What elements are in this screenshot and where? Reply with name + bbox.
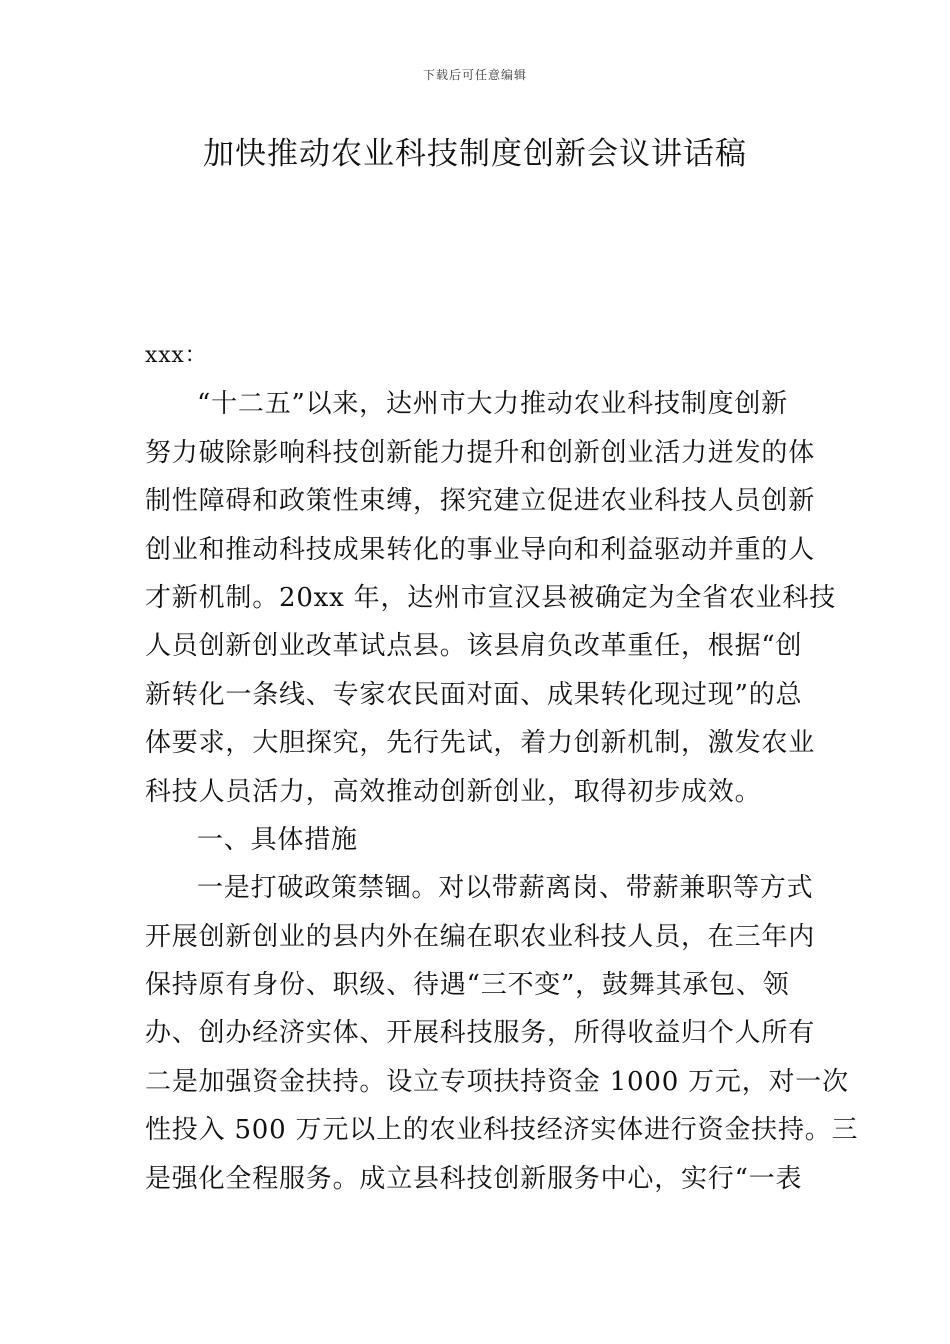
text-line: 是强化全程服务。成立县科技创新服务中心，实行“一表 [145,1163,803,1194]
text-line: 创业和推动科技成果转化的事业导向和利益驱动并重的人 [145,534,816,565]
text-line: 制性障碍和政策性束缚，探究建立促进农业科技人员创新 [145,486,816,517]
paragraph-intro [145,380,837,816]
text-line: 才新机制。20xx 年，达州市宣汉县被确定为全省农业科技 [145,582,837,613]
text-line: 二是加强资金扶持。设立专项扶持资金 1000 万元，对一次 [145,1066,849,1097]
text-line: “十二五”以来，达州市大力推动农业科技制度创新 [197,389,788,420]
text-line: 人员创新创业改革试点县。该县肩负改革重任，根据“创 [145,631,803,662]
text-line: 体要求，大胆探究，先行先试，着力创新机制，激发农业 [145,728,816,759]
text-line: 努力破除影响科技创新能力提升和创新创业活力迸发的体 [145,437,816,468]
document-body [145,332,859,1203]
paragraph-measures [145,864,859,1203]
section-heading [145,816,813,864]
text-line: 性投入 500 万元以上的农业科技经济实体进行资金扶持。三 [145,1115,859,1146]
page-header-note: 下载后可任意编辑 [422,68,527,82]
text-line: 开展创新创业的县内外在编在职农业科技人员，在三年内 [145,921,816,952]
salutation: xxx： [145,343,208,368]
text-line: 一是打破政策禁锢。对以带薪离岗、带薪兼职等方式 [197,873,814,904]
document-title: 加快推动农业科技制度创新会议讲话稿 [203,136,747,172]
text-line: 新转化一条线、专家农民面对面、成果转化现过现”的总 [145,679,803,710]
text-line: 办、创办经济实体、开展科技服务，所得收益归个人所有 [145,1018,816,1049]
text-line: 保持原有身份、职级、待遇“三不变”，鼓舞其承包、领 [145,970,790,1001]
section-heading-text: 一、具体措施 [197,824,358,855]
text-line: 科技人员活力，高效推动创新创业，取得初步成效。 [145,776,762,807]
